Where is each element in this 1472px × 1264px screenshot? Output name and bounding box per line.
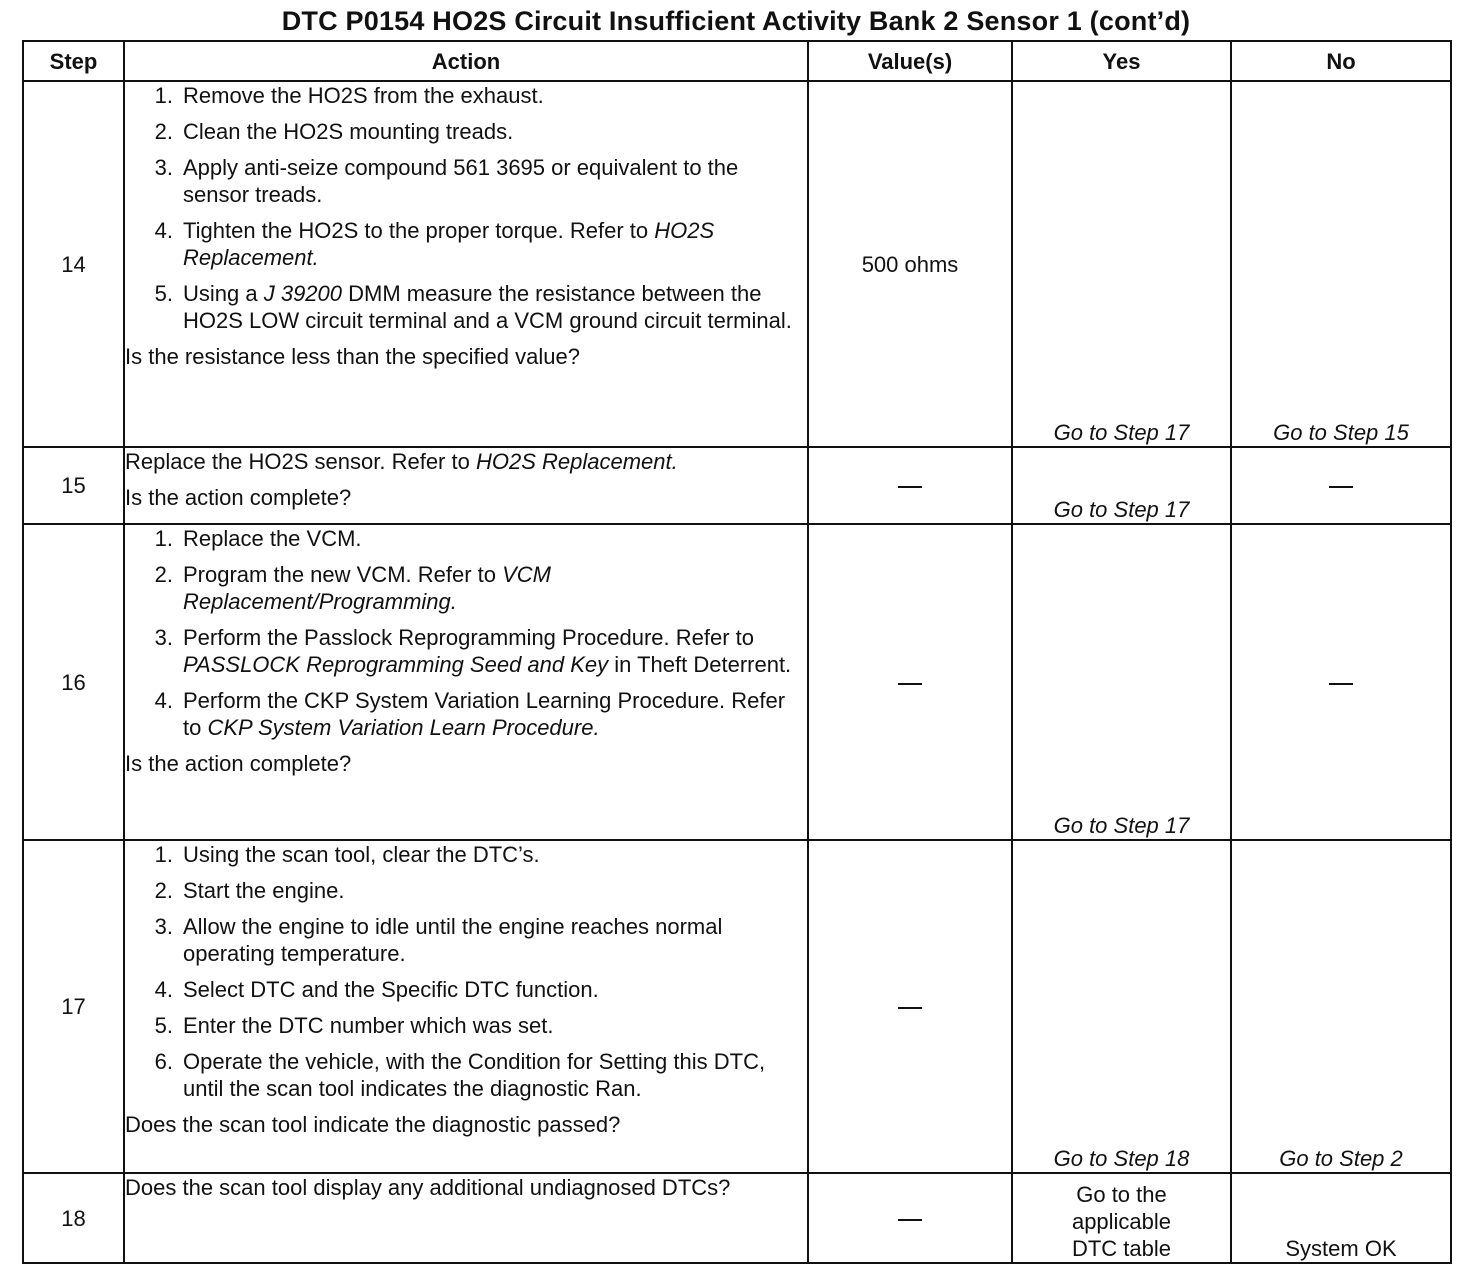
no-cell: Go to Step 2 <box>1231 840 1451 1173</box>
value-cell: 500 ohms <box>808 81 1012 447</box>
action-cell <box>124 840 808 1173</box>
tool-reference: J 39200 <box>263 281 343 306</box>
yes-cell: Go to Step 18 <box>1012 840 1231 1173</box>
dash-icon <box>1329 486 1353 488</box>
value-cell <box>808 1173 1012 1263</box>
dash-icon <box>1329 683 1353 685</box>
step-number: 14 <box>23 81 124 447</box>
reference-link: PASSLOCK Reprogramming Seed and Key <box>183 652 609 677</box>
dash-icon <box>898 1007 922 1009</box>
yes-cell <box>1012 1173 1231 1263</box>
action-item: 3. Apply anti-seize compound 561 3695 or equivalent to the sensor treads. <box>154 155 739 207</box>
reference-link: HO2S Replacement. <box>183 218 715 270</box>
action-item: 5. Enter the DTC number which was set. <box>154 1013 554 1038</box>
header-yes: Yes <box>1012 41 1231 81</box>
table-row <box>23 81 1451 447</box>
action-item: 3. Perform the Passlock Reprogramming Procedure. Refer to PASSLOCK Reprogramming Seed and Key in Theft Deterrent. <box>154 625 792 677</box>
question-text: Does the scan tool indicate the diagnostic passed? <box>125 1112 621 1137</box>
action-list <box>125 841 807 1102</box>
question-text: Is the action complete? <box>125 751 352 776</box>
yes-cell: Go to Step 17 <box>1012 81 1231 447</box>
header-values: Value(s) <box>808 41 1012 81</box>
table-row <box>23 447 1451 524</box>
action-cell <box>124 1173 808 1263</box>
action-item: 4. Select DTC and the Specific DTC function. <box>154 977 599 1002</box>
step-number: 18 <box>23 1173 124 1263</box>
action-item: 4. Tighten the HO2S to the proper torque. Refer to HO2S Replacement. <box>154 218 715 270</box>
header-row <box>23 41 1451 81</box>
table-row <box>23 840 1451 1173</box>
action-item: 4. Perform the CKP System Variation Learning Procedure. Refer to CKP System Variation Learn Procedure. <box>154 688 786 740</box>
dash-icon <box>898 683 922 685</box>
reference-link: CKP System Variation Learn Procedure. <box>207 715 600 740</box>
action-list <box>125 525 807 741</box>
no-cell: System OK <box>1231 1173 1451 1263</box>
question-text: Does the scan tool display any additional undiagnosed DTCs? <box>125 1175 731 1200</box>
question-text: Is the resistance less than the specified value? <box>125 344 580 369</box>
action-item: 3. Allow the engine to idle until the engine reaches normal operating temperature. <box>154 914 723 966</box>
value-cell <box>808 447 1012 524</box>
diagnostic-table <box>22 40 1452 1264</box>
no-cell <box>1231 447 1451 524</box>
action-item: 1. Using the scan tool, clear the DTC’s. <box>154 842 540 867</box>
step-number: 17 <box>23 840 124 1173</box>
value-cell <box>808 524 1012 840</box>
action-item: 2. Start the engine. <box>154 878 345 903</box>
no-cell <box>1231 524 1451 840</box>
header-action: Action <box>124 41 808 81</box>
reference-link: VCM Replacement/Programming. <box>183 562 552 614</box>
page-title: DTC P0154 HO2S Circuit Insufficient Activity Bank 2 Sensor 1 (cont’d) <box>281 6 1191 36</box>
dash-icon <box>898 1219 922 1221</box>
header-step: Step <box>23 41 124 81</box>
table-row <box>23 1173 1451 1263</box>
action-list <box>125 82 807 334</box>
yes-cell: Go to Step 17 <box>1012 524 1231 840</box>
yes-cell: Go to Step 17 <box>1012 447 1231 524</box>
action-cell <box>124 447 808 524</box>
step-number: 15 <box>23 447 124 524</box>
action-item: 1. Replace the VCM. <box>154 526 362 551</box>
action-text: Replace the HO2S sensor. Refer to HO2S Replacement. <box>125 449 678 474</box>
action-item: 2. Program the new VCM. Refer to VCM Replacement/Programming. <box>154 562 552 614</box>
action-item: 6. Operate the vehicle, with the Condition for Setting this DTC, until the scan tool indicates the diagnostic Ran. <box>154 1049 766 1101</box>
question-text: Is the action complete? <box>125 485 352 510</box>
reference-link: HO2S Replacement. <box>475 449 678 474</box>
action-item: 1. Remove the HO2S from the exhaust. <box>154 83 544 108</box>
action-cell <box>124 524 808 840</box>
step-number: 16 <box>23 524 124 840</box>
value-cell <box>808 840 1012 1173</box>
action-item: 2. Clean the HO2S mounting treads. <box>154 119 514 144</box>
table-row <box>23 524 1451 840</box>
yes-text: Go to the applicable DTC table <box>1071 1182 1172 1261</box>
action-cell <box>124 81 808 447</box>
header-no: No <box>1231 41 1451 81</box>
action-item: 5. Using a J 39200 DMM measure the resistance between the HO2S LOW circuit terminal and a VCM ground circuit terminal. <box>154 281 792 333</box>
no-cell: Go to Step 15 <box>1231 81 1451 447</box>
dash-icon <box>898 486 922 488</box>
